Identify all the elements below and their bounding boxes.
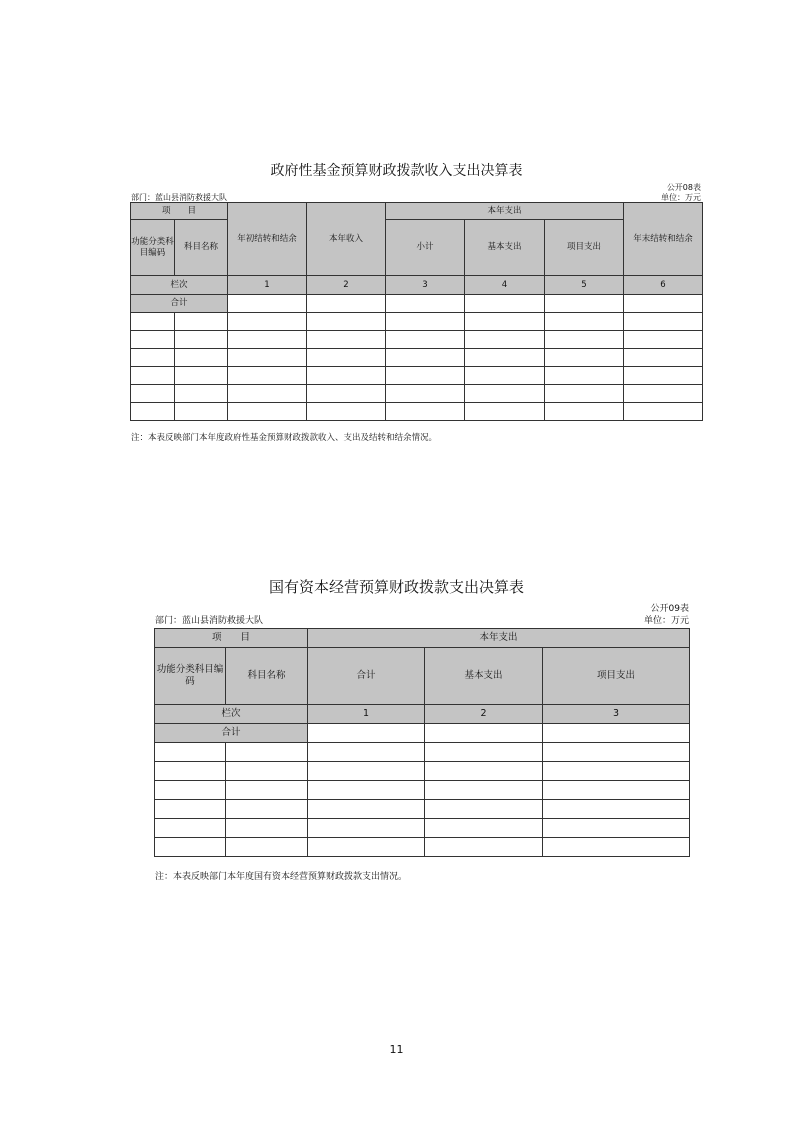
table1 xyxy=(130,202,703,421)
table1-header-begin-balance: 年初结转和结余 xyxy=(228,203,307,276)
table1-header-end-balance: 年末结转和结余 xyxy=(624,203,703,276)
table1-header-project: 项目支出 xyxy=(545,220,624,276)
table1-note: 注：本表反映部门本年度政府性基金预算财政拨款收入、支出及结转和结余情况。 xyxy=(131,433,438,443)
table1-total-label: 合计 xyxy=(131,295,228,313)
page-number: 11 xyxy=(389,1043,404,1056)
table1-cell xyxy=(228,295,307,313)
table2-title: 国有资本经营预算财政拨款支出决算表 xyxy=(268,578,524,596)
table2-code: 公开09表 xyxy=(650,604,689,614)
table1-cell xyxy=(307,295,386,313)
table1-dept: 部门：蓝山县消防救援大队 xyxy=(131,193,227,202)
table1-col-number: 6 xyxy=(624,276,703,295)
table2-header-item: 项 目 xyxy=(155,629,308,648)
table1-cell xyxy=(545,295,624,313)
table2 xyxy=(154,628,690,857)
table1-unit: 单位：万元 xyxy=(661,193,701,202)
table2-row xyxy=(155,838,690,857)
table2-row xyxy=(155,819,690,838)
table2-cell xyxy=(543,724,690,743)
table2-header-basic: 基本支出 xyxy=(425,648,543,705)
table2-total-label: 合计 xyxy=(155,724,308,743)
table1-row-col-no-label: 栏次 xyxy=(131,276,228,295)
table1-row xyxy=(131,367,703,385)
table1-header-subject-name: 科目名称 xyxy=(175,220,228,276)
table2-col-number: 2 xyxy=(425,705,543,724)
table1-total-row xyxy=(131,295,703,313)
table1-header-func-code: 功能分类科目编码 xyxy=(131,220,175,276)
table2-row xyxy=(155,800,690,819)
table2-header-expense: 本年支出 xyxy=(308,629,690,648)
table1-row xyxy=(131,385,703,403)
table1-header-basic: 基本支出 xyxy=(465,220,545,276)
table2-col-number: 1 xyxy=(308,705,425,724)
table2-dept: 部门：蓝山县消防救援大队 xyxy=(155,616,264,626)
table2-row-col-no-label: 栏次 xyxy=(155,705,308,724)
table1-row xyxy=(131,331,703,349)
table1-col-number: 5 xyxy=(545,276,624,295)
table1-row xyxy=(131,313,703,331)
table1-col-number: 1 xyxy=(228,276,307,295)
table1-cell xyxy=(465,295,545,313)
table2-total-row xyxy=(155,724,690,743)
table1-col-number: 2 xyxy=(307,276,386,295)
table2-row xyxy=(155,743,690,762)
table2-row xyxy=(155,762,690,781)
table2-header-subject-name: 科目名称 xyxy=(226,648,308,705)
table1-col-number: 3 xyxy=(386,276,465,295)
table2-col-number: 3 xyxy=(543,705,690,724)
table2-cell xyxy=(425,724,543,743)
table1-col-number: 4 xyxy=(465,276,545,295)
table1-cell xyxy=(624,295,703,313)
table1-header-subtotal: 小计 xyxy=(386,220,465,276)
table1-row xyxy=(131,403,703,421)
table2-header-total: 合计 xyxy=(308,648,425,705)
table2-header-func-code: 功能分类科目编码 xyxy=(155,648,226,705)
table1-cell xyxy=(386,295,465,313)
table1-row xyxy=(131,349,703,367)
table2-header-project: 项目支出 xyxy=(543,648,690,705)
table2-row xyxy=(155,781,690,800)
table1-title: 政府性基金预算财政拨款收入支出决算表 xyxy=(270,163,523,179)
table1-header-expense: 本年支出 xyxy=(386,203,624,220)
table1-header-item: 项 目 xyxy=(131,203,228,220)
table2-unit: 单位：万元 xyxy=(643,616,689,626)
table2-note: 注：本表反映部门本年度国有资本经营预算财政拨款支出情况。 xyxy=(155,872,408,882)
table1-header-income: 本年收入 xyxy=(307,203,386,276)
table1-code: 公开08表 xyxy=(666,183,701,192)
table2-cell xyxy=(308,724,425,743)
